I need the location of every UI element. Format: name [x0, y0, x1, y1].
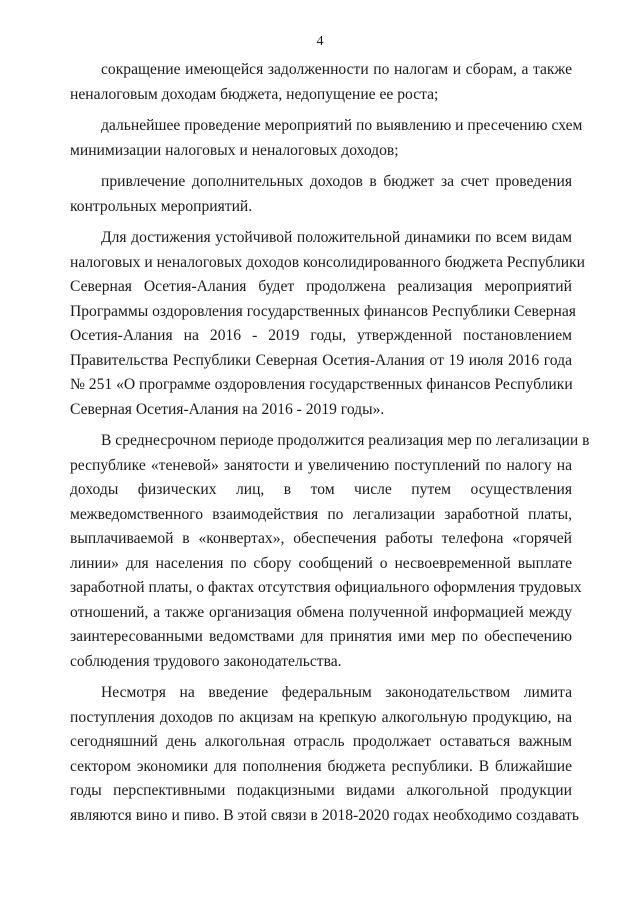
text-line: неналоговым доходам бюджета, недопущение ее роста;: [70, 85, 439, 103]
text-line: Северная Осетия-Алания на 2016 - 2019 годы».: [70, 400, 385, 418]
text-line: соблюдения трудового законодательства.: [70, 652, 342, 670]
text-line: линии» для населения по сбору сообщений о несвоевременной выплате: [70, 554, 572, 572]
text-line: контрольных мероприятий.: [70, 197, 253, 215]
paragraph-excise-alcohol: [70, 681, 580, 828]
text-line: минимизации налоговых и неналоговых доходов;: [70, 141, 399, 159]
text-line: сокращение имеющейся задолженности по налогам и сборам, а также: [101, 61, 572, 78]
paragraph-minimization-schemes: [70, 114, 583, 163]
paragraph-additional-revenue: [70, 170, 572, 219]
text-line: сектором экономики для пополнения бюджета республики. В ближайшие: [70, 757, 572, 775]
text-line: годы перспективными подакцизными видами алкогольной продукции: [70, 782, 572, 799]
text-line: Программы оздоровления государственных финансов Республики Северная: [70, 302, 576, 320]
text-line: доходы физических лиц, в том числе путем осуществления: [70, 481, 572, 498]
text-line: № 251 «О программе оздоровления государственных финансов Республики: [70, 376, 573, 393]
text-line: Для достижения устойчивой положительной динамики по всем видам: [101, 229, 572, 246]
page-number: 4: [316, 34, 324, 49]
text-line: привлечение дополнительных доходов в бюджет за счет проведения: [101, 173, 572, 190]
text-line: заинтересованными ведомствами для принятия ими мер по обеспечению: [70, 628, 572, 645]
text-line: налоговых и неналоговых доходов консолидированного бюджета Республики: [70, 253, 586, 271]
text-line: сегодняшний день алкогольная отрасль продолжает оставаться важным: [70, 733, 572, 750]
text-line: Северная Осетия-Алания будет продолжена реализация мероприятий: [70, 278, 572, 295]
body-text: [70, 58, 590, 828]
paragraph-shadow-employment: [70, 429, 590, 674]
text-line: поступления доходов по акцизам на крепкую алкогольную продукцию, на: [70, 708, 572, 726]
text-line: заработной платы, о фактах отсутствия официального оформления трудовых: [70, 579, 582, 596]
text-line: выплачиваемой в «конвертах», обеспечения работы телефона «горячей: [70, 530, 572, 547]
text-line: Правительства Республики Северная Осетия-Алания от 19 июля 2016 года: [70, 351, 572, 369]
text-line: отношений, а также организация обмена полученной информацией между: [70, 603, 572, 621]
text-line: Несмотря на введение федеральным законодательством лимита: [101, 684, 572, 701]
text-line: республике «теневой» занятости и увеличению поступлений по налогу на: [70, 456, 572, 474]
text-line: Осетия-Алания на 2016 - 2019 годы, утвержденной постановлением: [70, 327, 572, 344]
text-line: межведомственного взаимодействия по легализации заработной платы,: [70, 505, 572, 523]
paragraph-debt-reduction: [70, 58, 572, 107]
paragraph-recovery-program: [70, 226, 586, 422]
text-line: являются вино и пиво. В этой связи в 2018-2020 годах необходимо создавать: [70, 806, 580, 824]
text-line: дальнейшее проведение мероприятий по выявлению и пресечению схем: [101, 117, 583, 134]
text-line: В среднесрочном периоде продолжится реализация мер по легализации в: [101, 432, 590, 449]
